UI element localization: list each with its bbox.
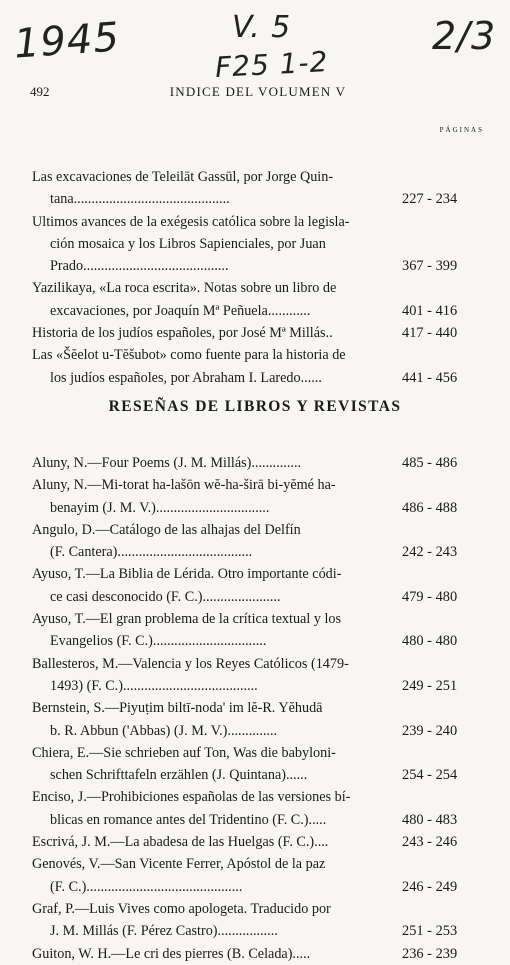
entry-line: Bernstein, S.—Piyuṭim biltī-noda' im lĕ-R. Yĕhudā <box>32 700 323 717</box>
article-entry <box>32 277 486 322</box>
entry-line: 1493) (F. C.)...................................... <box>50 677 258 694</box>
entry-line: (F. C.)............................................ <box>50 878 243 895</box>
entry-line: Yazilikaya, «La roca escrita». Notas sobre un libro de <box>32 280 337 297</box>
review-entry <box>32 898 486 943</box>
entry-line: excavaciones, por Joaquín Mª Peñuela............ <box>50 302 311 319</box>
page-range: 246 - 249 <box>402 878 458 895</box>
entry-line: Las «Šĕelot u-Tĕšubot» como fuente para la historia de <box>32 347 346 364</box>
review-entry <box>32 608 486 653</box>
page-range: 254 - 254 <box>402 767 458 784</box>
entry-line: J. M. Millás (F. Pérez Castro)................. <box>50 923 278 940</box>
review-entry <box>32 853 486 898</box>
entry-line: Graf, P.—Luis Vives como apologeta. Traducido por <box>32 900 331 917</box>
entry-line: Guiton, W. H.—Le cri des pierres (B. Celada)..... <box>32 945 311 962</box>
entry-line: b. R. Abbun ('Abbas) (J. M. V.).............. <box>50 722 278 739</box>
handwritten-reference-note: F25 1-2 <box>214 45 330 84</box>
review-list <box>32 452 486 965</box>
entry-line: Evangelios (F. C.)................................ <box>50 633 267 650</box>
entry-line: Ayuso, T.—La Biblia de Lérida. Otro importante códi- <box>32 566 342 583</box>
entry-line: ción mosaica y los Libros Sapienciales, por Juan <box>50 235 326 252</box>
entry-line: blicas en romance antes del Tridentino (F. C.)..... <box>50 811 327 828</box>
entry-line: Historia de los judíos españoles, por José Mª Millás.. <box>32 325 333 342</box>
running-title: INDICE DEL VOLUMEN V <box>169 84 347 99</box>
entry-line: Las excavaciones de Teleilāt Gassūl, por Jorge Quin- <box>32 169 334 185</box>
page-range: 243 - 246 <box>402 834 458 851</box>
review-entry <box>32 742 486 787</box>
entry-line: ce casi desconocido (F. C.)...................... <box>50 588 281 605</box>
entry-line: Aluny, N.—Mi-torat ha-lašōn wĕ-ha-širā bi-yĕmé ha- <box>32 477 336 494</box>
page-number: 492 <box>30 84 50 99</box>
article-list <box>32 166 486 389</box>
page-range: 480 - 480 <box>402 633 458 650</box>
page-range: 242 - 243 <box>402 544 458 561</box>
handwritten-fraction-note: 2/3 <box>432 14 497 58</box>
entry-line: los judíos españoles, por Abraham I. Laredo...... <box>50 369 322 386</box>
page-range: 227 - 234 <box>402 191 458 208</box>
review-entry <box>32 943 486 965</box>
entry-line: Escrivá, J. M.—La abadesa de las Huelgas (F. C.).... <box>32 834 329 851</box>
review-entry <box>32 653 486 698</box>
entry-line: Ultimos avances de la exégesis católica sobre la legisla- <box>32 213 350 230</box>
running-head <box>30 84 486 104</box>
page-range: 249 - 251 <box>402 677 458 694</box>
entry-line: Genovés, V.—San Vicente Ferrer, Apóstol de la paz <box>32 856 326 873</box>
reviews-section-heading: RESEÑAS DE LIBROS Y REVISTAS <box>108 398 402 415</box>
page-range: 479 - 480 <box>402 588 458 605</box>
handwritten-year-note: 1945 <box>12 14 122 68</box>
page-range: 236 - 239 <box>402 945 458 962</box>
page-range: 485 - 486 <box>402 455 458 471</box>
page-range: 486 - 488 <box>402 499 458 516</box>
entry-line: benayim (J. M. V.)................................ <box>50 499 270 516</box>
page-range: 251 - 253 <box>402 923 458 940</box>
article-entry <box>32 322 486 344</box>
article-entry <box>32 211 486 278</box>
entry-line: tana............................................ <box>50 191 230 208</box>
review-entry <box>32 786 486 831</box>
review-entry <box>32 563 486 608</box>
page-range: 367 - 399 <box>402 258 458 275</box>
entry-line: Enciso, J.—Prohibiciones españolas de las versiones bí- <box>32 789 351 806</box>
entry-line: (F. Cantera)...................................... <box>50 544 253 561</box>
handwritten-volume-note: V. 5 <box>232 10 292 45</box>
review-entry <box>32 452 486 474</box>
page-range: 239 - 240 <box>402 722 458 739</box>
review-entry <box>32 831 486 853</box>
entry-line: Ayuso, T.—El gran problema de la crítica textual y los <box>32 611 342 628</box>
page-range: 441 - 456 <box>402 369 458 386</box>
page-range: 480 - 483 <box>402 811 458 828</box>
review-entry <box>32 474 486 519</box>
entry-line: Ballesteros, M.—Valencia y los Reyes Católicos (1479- <box>32 655 349 672</box>
article-entry <box>32 344 486 389</box>
entry-line: schen Schrifttafeln erzählen (J. Quintana)...... <box>50 767 308 784</box>
pages-column-label: PÁGINAS <box>439 126 484 134</box>
entry-line: Aluny, N.—Four Poems (J. M. Millás).............. <box>32 455 302 471</box>
entry-line: Chiera, E.—Sie schrieben auf Ton, Was die babyloni- <box>32 744 336 761</box>
page-range: 417 - 440 <box>402 325 458 342</box>
entry-line: Angulo, D.—Catálogo de las alhajas del Delfín <box>32 521 301 538</box>
review-entry <box>32 519 486 564</box>
review-entry <box>32 697 486 742</box>
entry-line: Prado......................................... <box>50 258 229 275</box>
article-entry <box>32 166 486 211</box>
page-range: 401 - 416 <box>402 302 458 319</box>
